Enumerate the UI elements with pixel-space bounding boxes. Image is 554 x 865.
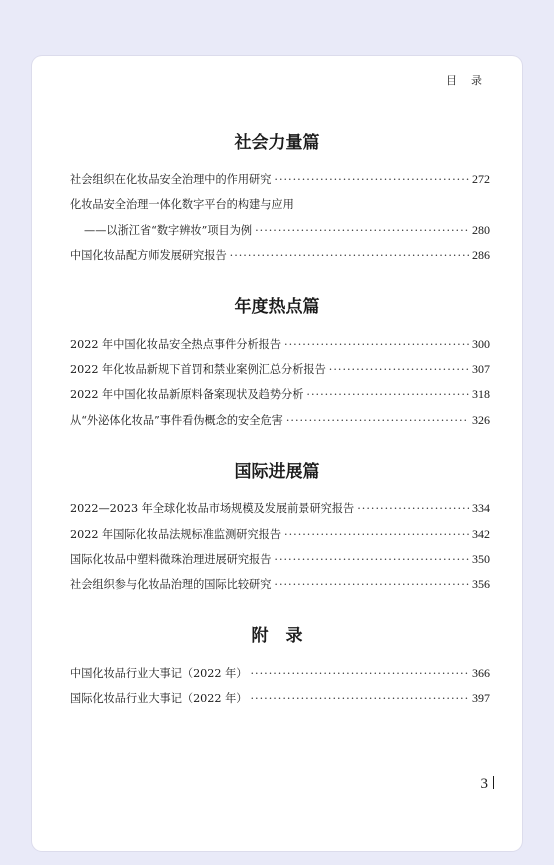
dot-leader	[286, 413, 469, 429]
toc-entry[interactable]	[70, 690, 490, 707]
entry-title: 中国化妆品行业大事记（2022 年）	[70, 667, 248, 680]
entry-page: 326	[472, 413, 490, 427]
entry-title: ——以浙江省“数字辨妆”项目为例	[84, 224, 253, 237]
entry-page: 342	[472, 527, 490, 541]
entry-title: 社会组织参与化妆品治理的国际比较研究	[70, 578, 272, 591]
dot-leader	[284, 337, 469, 353]
entry-title: 2022 年中国化妆品安全热点事件分析报告	[70, 338, 282, 351]
entry-title: 国际化妆品中塑料微珠治理进展研究报告	[70, 553, 272, 566]
entry-title: 从“外泌体化妆品”事件看伪概念的安全危害	[70, 414, 283, 427]
dot-leader	[274, 172, 469, 188]
toc-entry[interactable]	[70, 336, 490, 353]
toc-entry[interactable]	[70, 247, 490, 264]
entry-page: 350	[472, 552, 490, 566]
entry-page: 272	[472, 172, 490, 186]
running-head: 目录	[446, 74, 496, 87]
entry-page: 307	[472, 362, 490, 376]
entry-page: 397	[472, 691, 490, 705]
entry-title: 2022—2023 年全球化妆品市场规模及发展前景研究报告	[70, 502, 355, 515]
dot-leader	[306, 387, 469, 403]
entry-title: 国际化妆品行业大事记（2022 年）	[70, 692, 248, 705]
dot-leader	[230, 248, 469, 264]
dot-leader	[284, 527, 469, 543]
section-title-international: 国际进展篇	[234, 462, 320, 482]
toc-entry-subtitle[interactable]	[84, 222, 490, 239]
toc-entry[interactable]	[70, 361, 490, 378]
toc-entry[interactable]	[70, 500, 490, 517]
entry-title: 2022 年中国化妆品新原料备案现状及趋势分析	[70, 388, 304, 401]
entry-title: 化妆品安全治理一体化数字平台的构建与应用	[70, 198, 294, 211]
entry-title: 2022 年国际化妆品法规标准监测研究报告	[70, 528, 282, 541]
toc-entry[interactable]	[70, 665, 490, 682]
entry-page: 318	[472, 387, 490, 401]
entry-title: 中国化妆品配方师发展研究报告	[70, 249, 227, 262]
toc-entry[interactable]	[70, 576, 490, 593]
dot-leader	[274, 577, 469, 593]
folio	[481, 776, 495, 793]
folio-rule	[493, 776, 494, 789]
dot-leader	[357, 501, 469, 517]
dot-leader	[255, 223, 469, 239]
entry-page: 334	[472, 501, 490, 515]
toc-entry[interactable]	[70, 171, 490, 188]
entry-page: 280	[472, 223, 490, 237]
entry-page: 300	[472, 337, 490, 351]
dot-leader	[274, 552, 469, 568]
entry-page: 366	[472, 666, 490, 680]
dot-leader	[250, 666, 469, 682]
section-title-hotspots: 年度热点篇	[234, 297, 320, 317]
entry-page: 356	[472, 577, 490, 591]
dot-leader	[329, 362, 469, 378]
toc-entry[interactable]	[70, 526, 490, 543]
toc-entry[interactable]	[70, 551, 490, 568]
page-number: 3	[480, 776, 488, 792]
entry-title: 2022 年化妆品新规下首罚和禁业案例汇总分析报告	[70, 363, 326, 376]
book-page	[32, 56, 522, 851]
toc-entry[interactable]	[70, 412, 490, 429]
toc-entry[interactable]	[70, 386, 490, 403]
entry-page: 286	[472, 248, 490, 262]
section-title-appendix: 附 录	[251, 626, 303, 646]
toc-entry[interactable]	[70, 197, 490, 213]
entry-title: 社会组织在化妆品安全治理中的作用研究	[70, 173, 272, 186]
dot-leader	[250, 691, 469, 707]
section-title-social: 社会力量篇	[234, 133, 320, 153]
